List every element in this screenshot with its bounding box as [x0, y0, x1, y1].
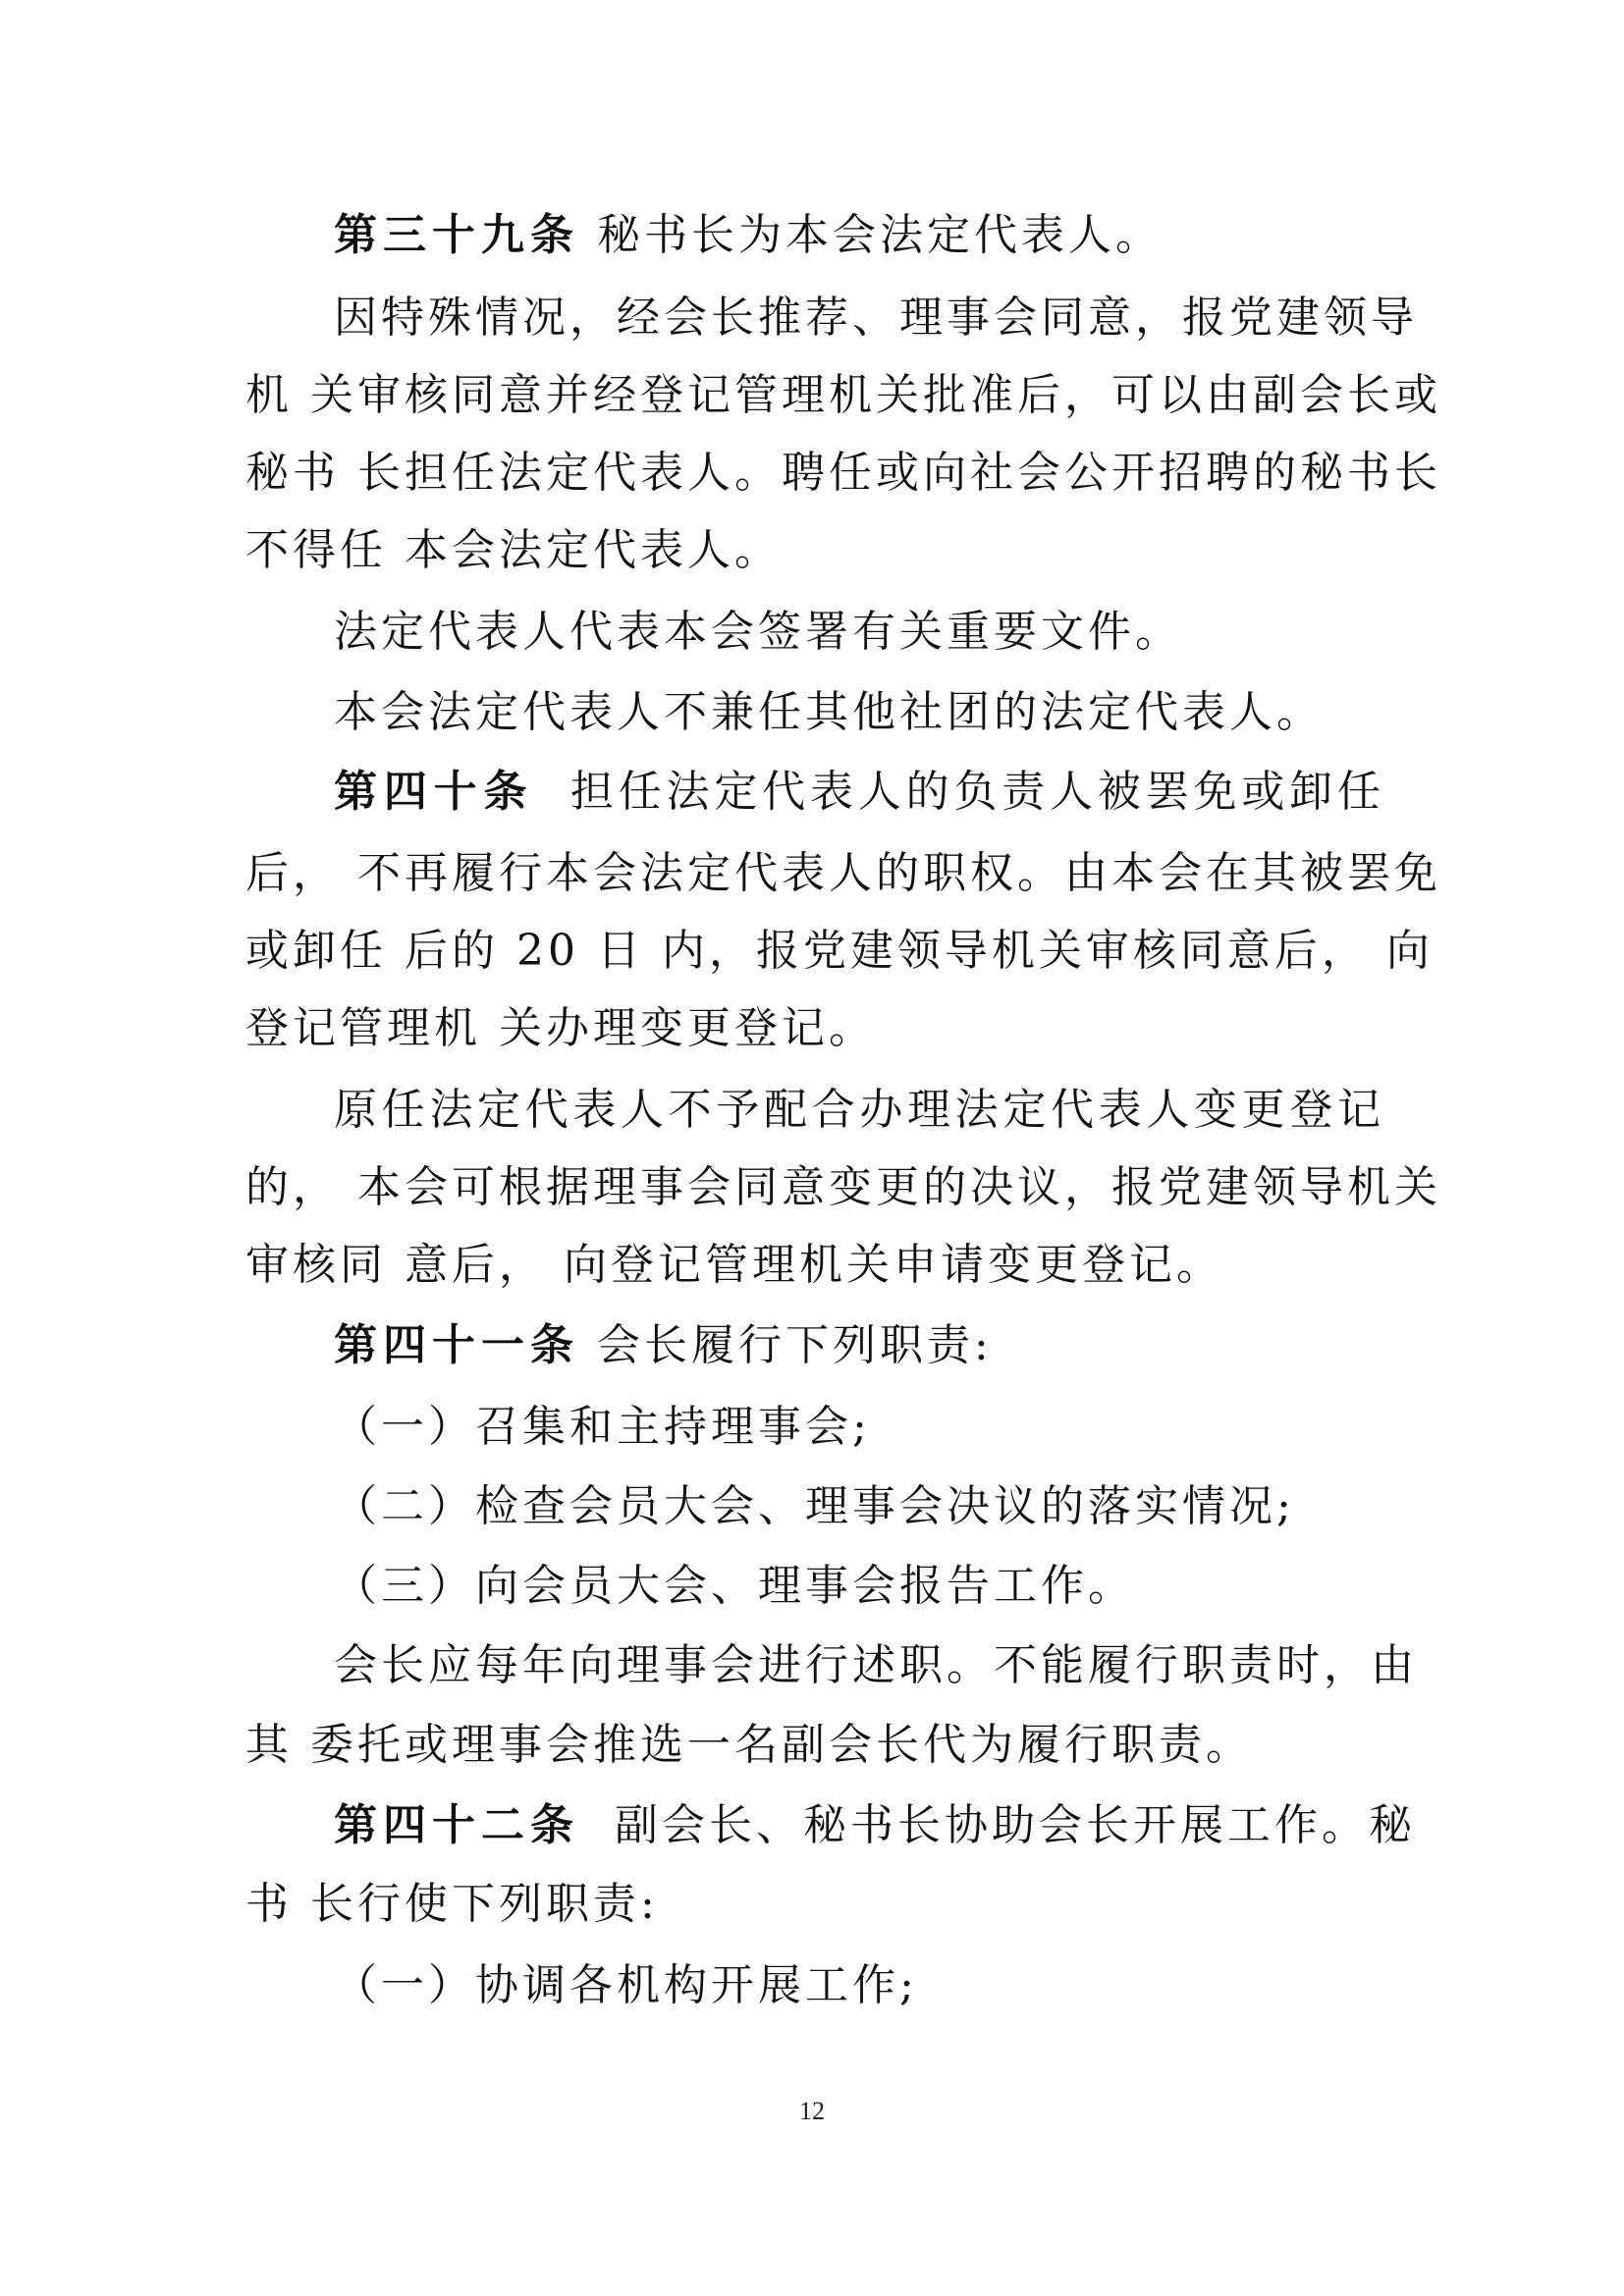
- article-39-line: [334, 206, 1384, 265]
- line-text: 秘书长为本会法定代表人。: [579, 210, 1163, 260]
- page-number: 12: [799, 2097, 825, 2125]
- article-41-line: [334, 1316, 1384, 1375]
- article-42-line: [334, 1796, 1416, 1855]
- paragraph-line: 的， 本会可根据理事会同意变更的决议，报党建领导机关: [245, 1162, 1441, 1212]
- article-heading: 第四十条: [334, 767, 534, 817]
- article-heading: 第四十二条: [334, 1800, 579, 1850]
- paragraph-line: 秘书 长担任法定代表人。聘任或向社会公开招聘的秘书长: [245, 448, 1441, 498]
- line-text: 副会长、秘书长协助会长开展工作。秘: [579, 1800, 1416, 1850]
- paragraph-line: 因特殊情况，经会长推荐、理事会同意，报党建领导: [334, 293, 1418, 343]
- paragraph-line: 不得任 本会法定代表人。: [245, 525, 782, 575]
- line-text: 会长履行下列职责:: [579, 1320, 993, 1370]
- paragraph-line: 后， 不再履行本会法定代表人的职权。由本会在其被罢免: [245, 848, 1441, 898]
- paragraph-line: 登记管理机 关办理变更登记。: [245, 1003, 876, 1053]
- line-text: 担任法定代表人的负责人被罢免或卸任: [533, 767, 1384, 817]
- paragraph-line: 原任法定代表人不予配合办理法定代表人变更登记: [334, 1085, 1384, 1135]
- paragraph-line: 或卸任 后的 20 日 内，报党建领导机关审核同意后， 向: [245, 926, 1434, 976]
- list-item: （二）检查会员大会、理事会决议的落实情况;: [334, 1481, 1295, 1531]
- paragraph-line: 书 长行使下列职责:: [245, 1879, 659, 1929]
- paragraph-line: 会长应每年向理事会进行述职。不能履行职责时，由: [334, 1640, 1418, 1690]
- article-heading: 第四十一条: [334, 1320, 579, 1370]
- paragraph-line: 其 委托或理事会推选一名副会长代为履行职责。: [245, 1720, 1253, 1770]
- list-item: （三）向会员大会、理事会报告工作。: [334, 1561, 1135, 1611]
- article-40-line: [334, 763, 1384, 822]
- article-heading: 第三十九条: [334, 210, 579, 260]
- paragraph-line: 法定代表人代表本会签署有关重要文件。: [334, 607, 1182, 657]
- paragraph-line: 本会法定代表人不兼任其他社团的法定代表人。: [334, 687, 1324, 737]
- paragraph-line: 审核同 意后， 向登记管理机关申请变更登记。: [245, 1240, 1223, 1290]
- list-item: （一）召集和主持理事会;: [334, 1402, 871, 1452]
- paragraph-line: 机 关审核同意并经登记管理机关批准后，可以由副会长或: [245, 370, 1441, 420]
- list-item: （一）协调各机构开展工作;: [334, 1960, 918, 2010]
